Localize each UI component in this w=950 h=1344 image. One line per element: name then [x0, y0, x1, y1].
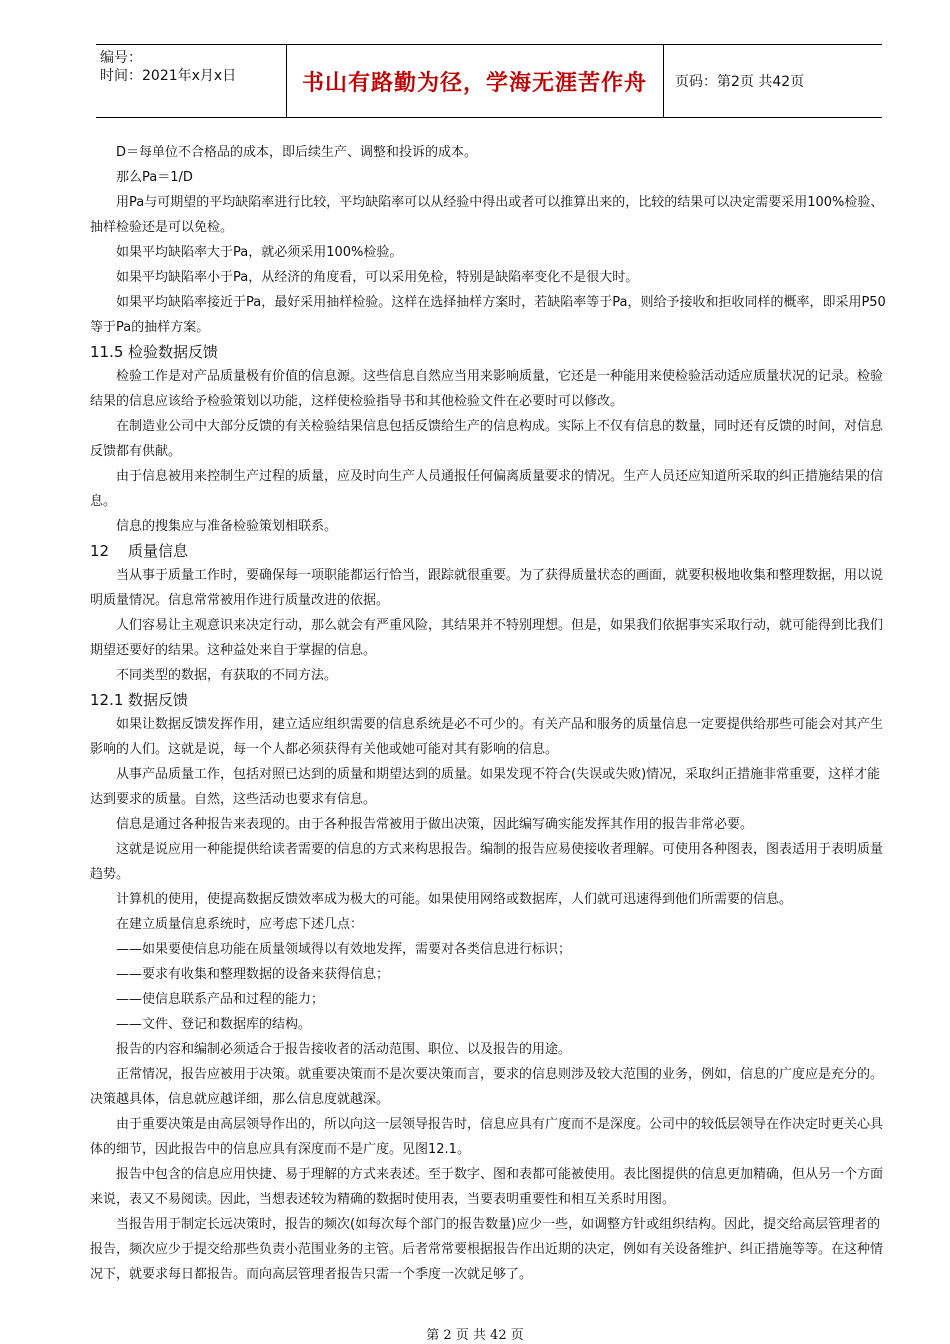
paragraph: 正常情况，报告应被用于决策。就重要决策而不是次要决策而言，要求的信息则涉及较大范围的业务，例如，信息的广度应是充分的。决策越具体，信息就应越详细，那么信息度就越深。	[90, 1067, 884, 1107]
paragraph: 人们容易让主观意识来决定行动，那么就会有严重风险，其结果并不特别理想。但是，如果我们依据事实采取行动，就可能得到比我们期望还要好的结果。这种益处来自于掌握的信息。	[90, 618, 884, 658]
paragraph: 如果让数据反馈发挥作用，建立适应组织需要的信息系统是必不可少的。有关产品和服务的质量信息一定要提供给那些可能会对其产生影响的人们。这就是说，每一个人都必须获得有关他或她可能对其有影响的信息。	[90, 717, 884, 757]
section-number: 11.5	[90, 343, 124, 361]
section-number: 12	[90, 542, 110, 560]
header-page-cell	[663, 45, 882, 117]
code-label: 编号：	[100, 50, 142, 66]
paragraph: 在制造业公司中大部分反馈的有关检验结果信息包括反馈给生产的信息构成。实际上不仅有信息的数量，同时还有反馈的时间，对信息反馈都有供献。	[90, 419, 884, 459]
paragraph: 这就是说应用一种能提供给读者需要的信息的方式来构思报告。编制的报告应易使接收者理解。可使用各种图表，图表适用于表明质量趋势。	[90, 842, 884, 882]
paragraph: ——使信息联系产品和过程的能力；	[116, 992, 325, 1007]
paragraph: 计算机的使用，使提高数据反馈效率成为极大的可能。如果使用网络或数据库，人们就可迅速得到他们所需要的信息。	[116, 892, 793, 907]
paragraph: 信息是通过各种报告来表现的。由于各种报告常被用于做出决策，因此编写确实能发挥其作用的报告非常必要。	[116, 817, 754, 832]
paragraph: 当从事于质量工作时，要确保每一项职能都运行恰当，跟踪就很重要。为了获得质量状态的画面，就要积极地收集和整理数据，用以说明质量情况。信息常常被用作进行质量改进的依据。	[90, 568, 884, 608]
paragraph: 当报告用于制定长远决策时，报告的频次(如每次每个部门的报告数量)应少一些，如调整方针或组织结构。因此，提交给高层管理者的报告，频次应少于提交给那些负责小范围业务的主管。后者常常要根据报告作出近期的决定，例如有关设备维护、纠正措施等等。在这种情况下，就要求每日都报告。而向高层管理者报告只需一个季度一次就足够了。	[90, 1217, 884, 1282]
paragraph: 不同类型的数据，有获取的不同方法。	[116, 668, 338, 683]
section-number: 12.1	[90, 691, 124, 709]
paragraph: 如果平均缺陷率小于Pa，从经济的角度看，可以采用免检，特别是缺陷率变化不是很大时。	[116, 270, 639, 285]
paragraph: 信息的搜集应与准备检验策划相联系。	[116, 519, 338, 534]
section-heading	[90, 688, 890, 712]
paragraph: 如果平均缺陷率接近于Pa，最好采用抽样检验。这样在选择抽样方案时，若缺陷率等于Pa，则给予接收和拒收同样的概率，即采用P50等于Pa的抽样方案。	[90, 295, 886, 335]
paragraph: ——如果要使信息功能在质量领域得以有效地发挥，需要对各类信息进行标识；	[116, 942, 572, 957]
paragraph: 由于信息被用来控制生产过程的质量，应及时向生产人员通报任何偏离质量要求的情况。生产人员还应知道所采取的纠正措施结果的信息。	[90, 469, 884, 509]
section-title: 质量信息	[128, 542, 189, 560]
paragraph: ——要求有收集和整理数据的设备来获得信息；	[116, 967, 390, 982]
paragraph: 报告中包含的信息应用快捷、易于理解的方式来表述。至于数字、图和表都可能被使用。表比图提供的信息更加精确，但从另一个方面来说，表又不易阅读。因此，当想表述较为精确的数据时使用表，当要表明重要性和相互关系时用图。	[90, 1167, 884, 1207]
page-info: 页码：第2页 共42页	[675, 74, 805, 90]
paragraph: 在建立质量信息系统时，应考虑下述几点：	[116, 917, 364, 932]
page-header	[96, 44, 882, 118]
page-footer: 第 2 页 共 42 页	[426, 1328, 524, 1343]
motto-text: 书山有路勤为径，学海无涯苦作舟	[301, 70, 647, 96]
header-meta-cell	[96, 45, 287, 117]
paragraph: 由于重要决策是由高层领导作出的，所以向这一层领导报告时，信息应具有广度而不是深度。公司中的较低层领导在作决定时更关心具体的细节，因此报告中的信息应具有深度而不是广度。见图12.1。	[90, 1117, 884, 1157]
document-body	[90, 140, 890, 1287]
paragraph: 如果平均缺陷率大于Pa，就必须采用100%检验。	[116, 245, 403, 260]
header-motto-cell	[286, 45, 664, 117]
section-heading	[90, 539, 890, 563]
time-label: 时间：2021年x月x日	[100, 68, 237, 84]
paragraph: 从事产品质量工作，包括对照已达到的质量和期望达到的质量。如果发现不符合(失误或失败)情况，采取纠正措施非常重要，这样才能达到要求的质量。自然，这些活动也要求有信息。	[90, 767, 881, 807]
paragraph: D＝每单位不合格品的成本，即后续生产、调整和投诉的成本。	[116, 145, 478, 160]
paragraph: 报告的内容和编制必须适合于报告接收者的活动范围、职位、以及报告的用途。	[116, 1042, 572, 1057]
section-title: 数据反馈	[128, 691, 189, 709]
paragraph: 用Pa与可期望的平均缺陷率进行比较，平均缺陷率可以从经验中得出或者可以推算出来的，比较的结果可以决定需要采用100%检验、抽样检验还是可以免检。	[90, 195, 884, 235]
paragraph: ——文件、登记和数据库的结构。	[116, 1017, 312, 1032]
paragraph: 检验工作是对产品质量极有价值的信息源。这些信息自然应当用来影响质量，它还是一种能用来使检验活动适应质量状况的记录。检验结果的信息应该给予检验策划以功能，这样使检验指导书和其他检验文件在必要时可以修改。	[90, 369, 884, 409]
section-title: 检验数据反馈	[128, 343, 219, 361]
section-heading	[90, 340, 890, 364]
paragraph: 那么Pa＝1/D	[116, 170, 193, 185]
